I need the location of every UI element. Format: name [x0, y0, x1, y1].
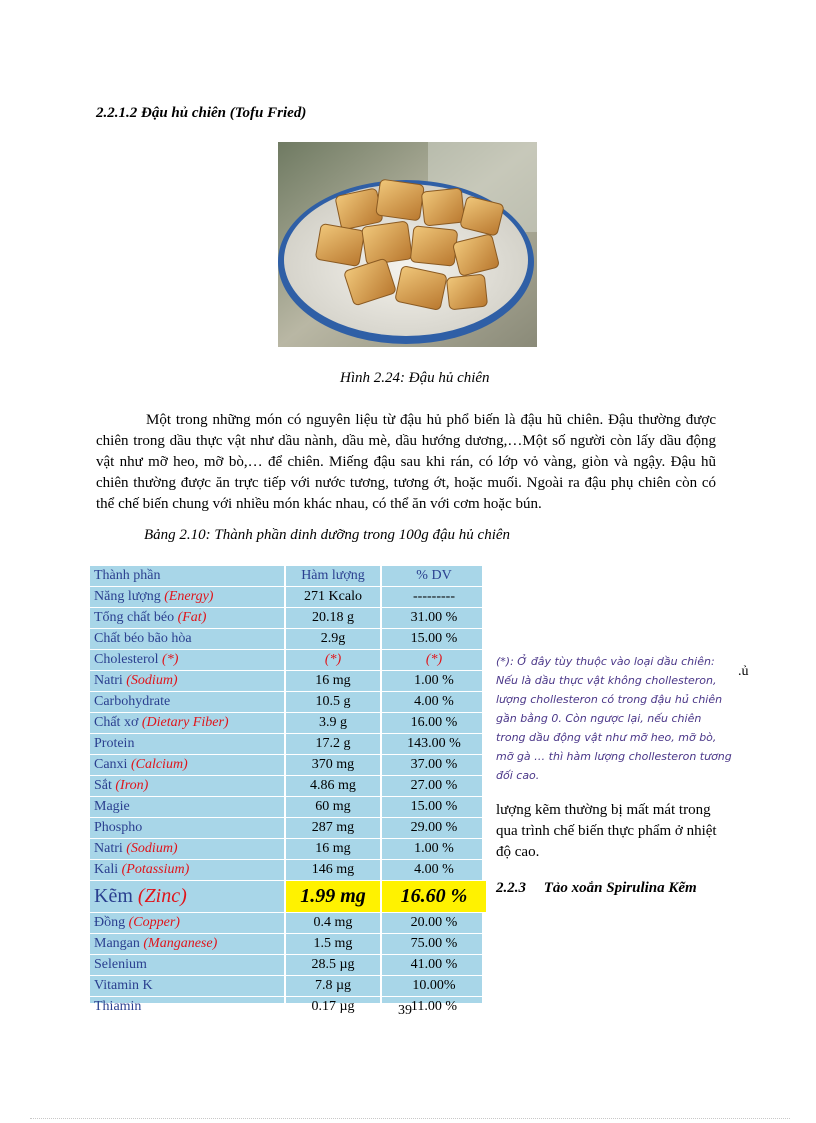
- nutrient-english-name: (Calcium): [130, 757, 188, 772]
- table-row: [90, 608, 488, 629]
- nutrient-name: Cholesterol: [94, 652, 159, 667]
- amount-cell: 10.5 g: [286, 692, 382, 713]
- table-caption: Bảng 2.10: Thành phần dinh dưỡng trong 100g đậu hủ chiên: [144, 527, 511, 543]
- nutrient-name-cell: [90, 881, 286, 913]
- nutrition-table: [90, 566, 482, 1014]
- nutrient-name: Năng lượng: [94, 589, 161, 604]
- body-paragraph: [96, 410, 716, 515]
- nutrient-name-cell: [90, 934, 286, 955]
- dv-cell: 31.00 %: [382, 608, 488, 629]
- dv-cell: 15.00 %: [382, 629, 488, 650]
- nutrient-name: Carbohydrate: [94, 694, 171, 709]
- amount-cell: 7.8 µg: [286, 976, 382, 997]
- amount-cell: 3.9 g: [286, 713, 382, 734]
- amount-cell: 146 mg: [286, 860, 382, 881]
- nutrient-name: Chất béo bão hòa: [94, 631, 192, 646]
- table-row: [90, 776, 488, 797]
- zinc-loss-note: lượng kẽm thường bị mất mát trong qua trình chế biến thực phẩm ở nhiệt độ cao.: [496, 802, 717, 860]
- nutrient-name-cell: [90, 913, 286, 934]
- nutrient-name-cell: [90, 713, 286, 734]
- dv-cell: 16.60 %: [382, 881, 488, 913]
- amount-cell: 2.9g: [286, 629, 382, 650]
- nutrient-name: Thiamin: [94, 999, 142, 1014]
- amount-cell: 1.5 mg: [286, 934, 382, 955]
- paragraph-text: Một trong những món có nguyên liệu từ đậu hủ phổ biến là đậu hũ chiên. Đậu thường được chiên trong dầu thực vật như dầu nành, dầu mè, dầu hướng dương,…Một số người còn lấy dầu động vật như mỡ heo, mỡ bò,… để chiên. Miếng đậu sau khi rán, có lớp vỏ vàng, giòn và ngậy. Đậu hũ chiên thường được ăn trực tiếp với nước tương, tương ớt, hoặc muối. Ngoài ra đậu phụ chiên còn có thể chế biến chung với nhiều món khác nhau, có thể ăn với cơm hoặc bún.: [96, 412, 716, 512]
- dv-cell: 4.00 %: [382, 692, 488, 713]
- amount-cell: 20.18 g: [286, 608, 382, 629]
- nutrient-name: Chất xơ: [94, 715, 139, 730]
- dv-cell: 20.00 %: [382, 913, 488, 934]
- dv-cell: 27.00 %: [382, 776, 488, 797]
- nutrient-name-cell: [90, 976, 286, 997]
- table-row: [90, 913, 488, 934]
- nutrient-name: Natri: [94, 841, 123, 856]
- dv-cell: 29.00 %: [382, 818, 488, 839]
- nutrient-name-cell: [90, 755, 286, 776]
- nutrient-name: Đồng: [94, 915, 126, 930]
- dv-cell: (*): [382, 650, 488, 671]
- amount-cell: 0.17 µg: [286, 997, 382, 1018]
- figure-caption: Hình 2.24: Đậu hủ chiên: [340, 370, 490, 386]
- table-row: [90, 734, 488, 755]
- amount-cell: 17.2 g: [286, 734, 382, 755]
- nutrient-name: Mangan: [94, 936, 140, 951]
- amount-cell: 370 mg: [286, 755, 382, 776]
- table-row: [90, 997, 488, 1018]
- dv-cell: 16.00 %: [382, 713, 488, 734]
- nutrient-name: Kẽm: [94, 885, 133, 907]
- nutrient-name-cell: [90, 839, 286, 860]
- nutrient-name: Natri: [94, 673, 123, 688]
- nutrient-name: Kali: [94, 862, 119, 877]
- dv-cell: 143.00 %: [382, 734, 488, 755]
- nutrient-name-cell: [90, 860, 286, 881]
- header-dv: % DV: [382, 566, 488, 587]
- dv-cell: 11.00 %: [382, 997, 488, 1018]
- table-row: [90, 818, 488, 839]
- nutrient-name: Magie: [94, 799, 130, 814]
- table-row: [90, 797, 488, 818]
- nutrient-english-name: (Zinc): [137, 885, 187, 907]
- nutrient-english-name: (Dietary Fiber): [141, 715, 229, 730]
- nutrient-name-cell: [90, 608, 286, 629]
- nutrient-name-cell: [90, 955, 286, 976]
- section-number: 2.2.3: [496, 880, 526, 896]
- nutrient-name-cell: [90, 776, 286, 797]
- dv-cell: 15.00 %: [382, 797, 488, 818]
- table-row: [90, 934, 488, 955]
- nutrient-name-cell: [90, 587, 286, 608]
- table-row: [90, 713, 488, 734]
- nutrient-name-cell: [90, 671, 286, 692]
- nutrient-english-name: (Sodium): [126, 841, 178, 856]
- section-heading: 2.2.1.2 Đậu hủ chiên (Tofu Fried): [96, 105, 307, 121]
- nutrient-name-cell: [90, 997, 286, 1018]
- page-divider: [30, 1118, 790, 1119]
- dv-cell: 1.00 %: [382, 839, 488, 860]
- table-row: [90, 629, 488, 650]
- nutrient-english-name: (Sodium): [126, 673, 178, 688]
- amount-cell: 271 Kcalo: [286, 587, 382, 608]
- nutrient-name: Vitamin K: [94, 978, 153, 993]
- nutrient-english-name: (*): [162, 652, 179, 667]
- nutrient-english-name: (Copper): [128, 915, 180, 930]
- page-number: 39: [398, 1003, 412, 1018]
- next-section-heading: [496, 880, 697, 897]
- amount-cell: 16 mg: [286, 839, 382, 860]
- nutrient-name: Canxi: [94, 757, 128, 772]
- dv-cell: 37.00 %: [382, 755, 488, 776]
- amount-cell: 1.99 mg: [286, 881, 382, 913]
- dv-cell: ---------: [382, 587, 488, 608]
- table-row: [90, 671, 488, 692]
- cholesterol-note: (*): Ở đây tùy thuộc vào loại dầu chiên: Nếu là dầu thực vật không chollesteron, lượng chollesteron có trong đậu hủ chiên gần bằng 0. Còn ngược lại, nếu chiên trong dầu động vật như mỡ heo, mỡ bò, mỡ gà … thì hàm lượng chollesteron tương đối cao.: [496, 655, 732, 782]
- table-row: [90, 755, 488, 776]
- nutrient-name-cell: [90, 797, 286, 818]
- nutrient-name-cell: [90, 734, 286, 755]
- fried-tofu-image: [278, 142, 537, 347]
- nutrient-name: Protein: [94, 736, 135, 751]
- table-row: [90, 955, 488, 976]
- section-title: Tảo xoắn Spirulina Kẽm: [543, 880, 697, 896]
- amount-cell: 60 mg: [286, 797, 382, 818]
- table-row: [90, 976, 488, 997]
- nutrient-english-name: (Fat): [177, 610, 207, 625]
- fried-tofu-photo: [278, 142, 537, 347]
- amount-cell: 287 mg: [286, 818, 382, 839]
- stray-mark: .ủ: [738, 664, 749, 679]
- nutrient-name: Sắt: [94, 778, 112, 793]
- nutrient-name: Phospho: [94, 820, 143, 835]
- nutrient-english-name: (Potassium): [121, 862, 190, 877]
- nutrient-name: Tổng chất béo: [94, 610, 175, 625]
- table-row: [90, 650, 488, 671]
- header-component: Thành phần: [90, 566, 286, 587]
- table-row: [90, 881, 488, 913]
- amount-cell: 4.86 mg: [286, 776, 382, 797]
- nutrient-english-name: (Manganese): [143, 936, 218, 951]
- dv-cell: 4.00 %: [382, 860, 488, 881]
- amount-cell: 0.4 mg: [286, 913, 382, 934]
- nutrient-name-cell: [90, 650, 286, 671]
- table-row: [90, 587, 488, 608]
- nutrient-name: Selenium: [94, 957, 147, 972]
- header-amount: Hàm lượng: [286, 566, 382, 587]
- dv-cell: 10.00%: [382, 976, 488, 997]
- nutrient-name-cell: [90, 692, 286, 713]
- table-row: [90, 692, 488, 713]
- nutrient-name-cell: [90, 818, 286, 839]
- dv-cell: 41.00 %: [382, 955, 488, 976]
- table-row: [90, 839, 488, 860]
- amount-cell: 16 mg: [286, 671, 382, 692]
- dv-cell: 1.00 %: [382, 671, 488, 692]
- nutrient-english-name: (Iron): [115, 778, 149, 793]
- dv-cell: 75.00 %: [382, 934, 488, 955]
- amount-cell: (*): [286, 650, 382, 671]
- amount-cell: 28.5 µg: [286, 955, 382, 976]
- table-header-row: [90, 566, 488, 587]
- nutrient-name-cell: [90, 629, 286, 650]
- table-row: [90, 860, 488, 881]
- nutrient-english-name: (Energy): [164, 589, 214, 604]
